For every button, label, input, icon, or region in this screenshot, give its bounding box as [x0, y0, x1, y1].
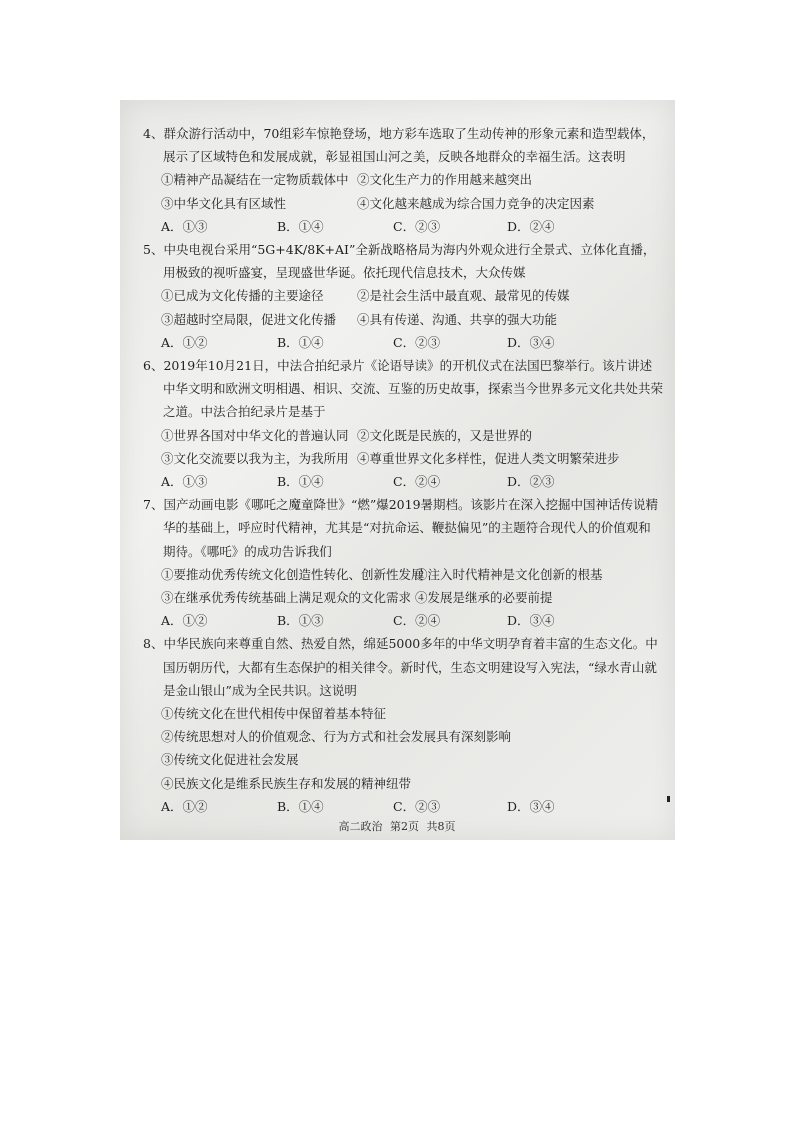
- question-stem: 8、中华民族向来尊重自然、热爱自然，绵延5000多年的中华文明孕育着丰富的生态文化。中国历朝历代，大都有生态保护的相关律令。新时代，生态文明建设写入宪法，“绿水青山就是金山银山”成为全民共识。这说明: [143, 636, 658, 698]
- question-4: [143, 122, 663, 238]
- answer-choice-d[interactable]: D．③④: [507, 613, 555, 629]
- option-row: [143, 447, 663, 470]
- option-item: ②传统思想对人的价值观念、行为方式和社会发展具有深刻影响: [161, 729, 512, 745]
- option-item: ①传统文化在世代相传中保留着基本特征: [161, 706, 387, 722]
- option-item: ②文化既是民族的，又是世界的: [357, 427, 533, 443]
- option-item: ④发展是继承的必要前提: [415, 590, 553, 606]
- answer-choice-c[interactable]: C．②③: [393, 334, 441, 350]
- answer-choice-b[interactable]: B．①④: [277, 334, 324, 350]
- option-item: ①精神产品凝结在一定物质载体中: [161, 172, 349, 188]
- question-6: [143, 354, 663, 493]
- question-5: [143, 238, 663, 354]
- exam-content: [143, 122, 663, 818]
- option-item: ①已成为文化传播的主要途径: [161, 288, 324, 304]
- answer-choice-a[interactable]: A．①③: [161, 474, 208, 490]
- answer-choice-c[interactable]: C．②④: [393, 613, 441, 629]
- footer-subject: 高二政治: [338, 820, 383, 833]
- option-item: ③超越时空局限，促进文化传播: [161, 311, 337, 327]
- option-row: [143, 284, 663, 307]
- option-item: ②是社会生活中最直观、最常见的传媒: [357, 288, 570, 304]
- option-item: ④文化越来越成为综合国力竞争的决定因素: [357, 195, 595, 211]
- question-stem: 4、群众游行活动中，70组彩车惊艳登场，地方彩车选取了生动传神的形象元素和造型载体，展示了区域特色和发展成就，彰显祖国山河之美，反映各地群众的幸福生活。这表明: [143, 126, 655, 165]
- question-8: [143, 632, 663, 818]
- option-row: [143, 192, 663, 215]
- footer-total: 共8页: [426, 820, 456, 833]
- option-item: ④具有传递、沟通、共享的强大功能: [357, 311, 558, 327]
- answer-choices: [143, 795, 663, 818]
- answer-choice-a[interactable]: A．①②: [161, 798, 208, 814]
- answer-choice-c[interactable]: C．②③: [393, 218, 441, 234]
- option-item: ②文化生产力的作用越来越突出: [357, 172, 533, 188]
- footer-page: 第2页: [390, 820, 419, 833]
- answer-choices: [143, 215, 663, 238]
- answer-choice-d[interactable]: D．③④: [507, 334, 555, 350]
- answer-choice-d[interactable]: D．②③: [507, 474, 555, 490]
- answer-choices: [143, 609, 663, 632]
- option-item: ③文化交流要以我为主，为我所用: [161, 450, 349, 466]
- question-stem: 6、2019年10月21日，中法合拍纪录片《论语导读》的开机仪式在法国巴黎举行。该片讲述中华文明和欧洲文明相遇、相识、交流、互鉴的历史故事，探索当今世界多元文化共处共荣之道。中法合拍纪录片是基于: [143, 358, 664, 420]
- option-row: [143, 424, 663, 447]
- option-item: ③在继承优秀传统基础上满足观众的文化需求: [161, 590, 412, 606]
- option-item: ④尊重世界文化多样性，促进人类文明繁荣进步: [357, 450, 620, 466]
- option-item: ④民族文化是维系民族生存和发展的精神纽带: [161, 775, 412, 791]
- option-row: [143, 563, 663, 586]
- question-stem: 5、中央电视台采用“5G+4K/8K+AI”全新战略格局为海内外观众进行全景式、立体化直播，用极致的视听盛宴，呈现盛世华诞。依托现代信息技术，大众传媒: [143, 242, 656, 281]
- answer-choice-b[interactable]: B．①③: [277, 613, 324, 629]
- answer-choice-b[interactable]: B．①④: [277, 218, 324, 234]
- question-stem: 7、国产动画电影《哪吒之魔童降世》“燃”爆2019暑期档。该影片在深入挖掘中国神话传说精华的基础上，呼应时代精神，尤其是“对抗命运、鞭挞偏见”的主题符合现代人的价值观和期待。《哪吒》的成功告诉我们: [143, 497, 659, 559]
- option-row: [143, 586, 663, 609]
- option-row: [143, 308, 663, 331]
- answer-choices: [143, 331, 663, 354]
- option-item: ③传统文化促进社会发展: [161, 752, 299, 768]
- answer-choices: [143, 470, 663, 493]
- answer-choice-a[interactable]: A．①③: [161, 218, 208, 234]
- page-footer: [0, 818, 794, 834]
- answer-choice-d[interactable]: D．③④: [507, 798, 555, 814]
- answer-choice-a[interactable]: A．①②: [161, 334, 208, 350]
- option-item: ①世界各国对中华文化的普遍认同: [161, 427, 349, 443]
- answer-choice-c[interactable]: C．②④: [393, 474, 441, 490]
- answer-choice-b[interactable]: B．①④: [277, 798, 324, 814]
- answer-choice-c[interactable]: C．②③: [393, 798, 441, 814]
- answer-choice-d[interactable]: D．②④: [507, 218, 555, 234]
- option-item: ③中华文化具有区域性: [161, 195, 287, 211]
- answer-choice-b[interactable]: B．①④: [277, 474, 324, 490]
- scan-mark: [667, 796, 670, 802]
- question-7: [143, 493, 663, 632]
- option-item: ①要推动优秀传统文化创造性转化、创新性发展: [161, 566, 424, 582]
- answer-choice-a[interactable]: A．①②: [161, 613, 208, 629]
- option-item: ②注入时代精神是文化创新的根基: [415, 566, 603, 582]
- option-row: [143, 168, 663, 191]
